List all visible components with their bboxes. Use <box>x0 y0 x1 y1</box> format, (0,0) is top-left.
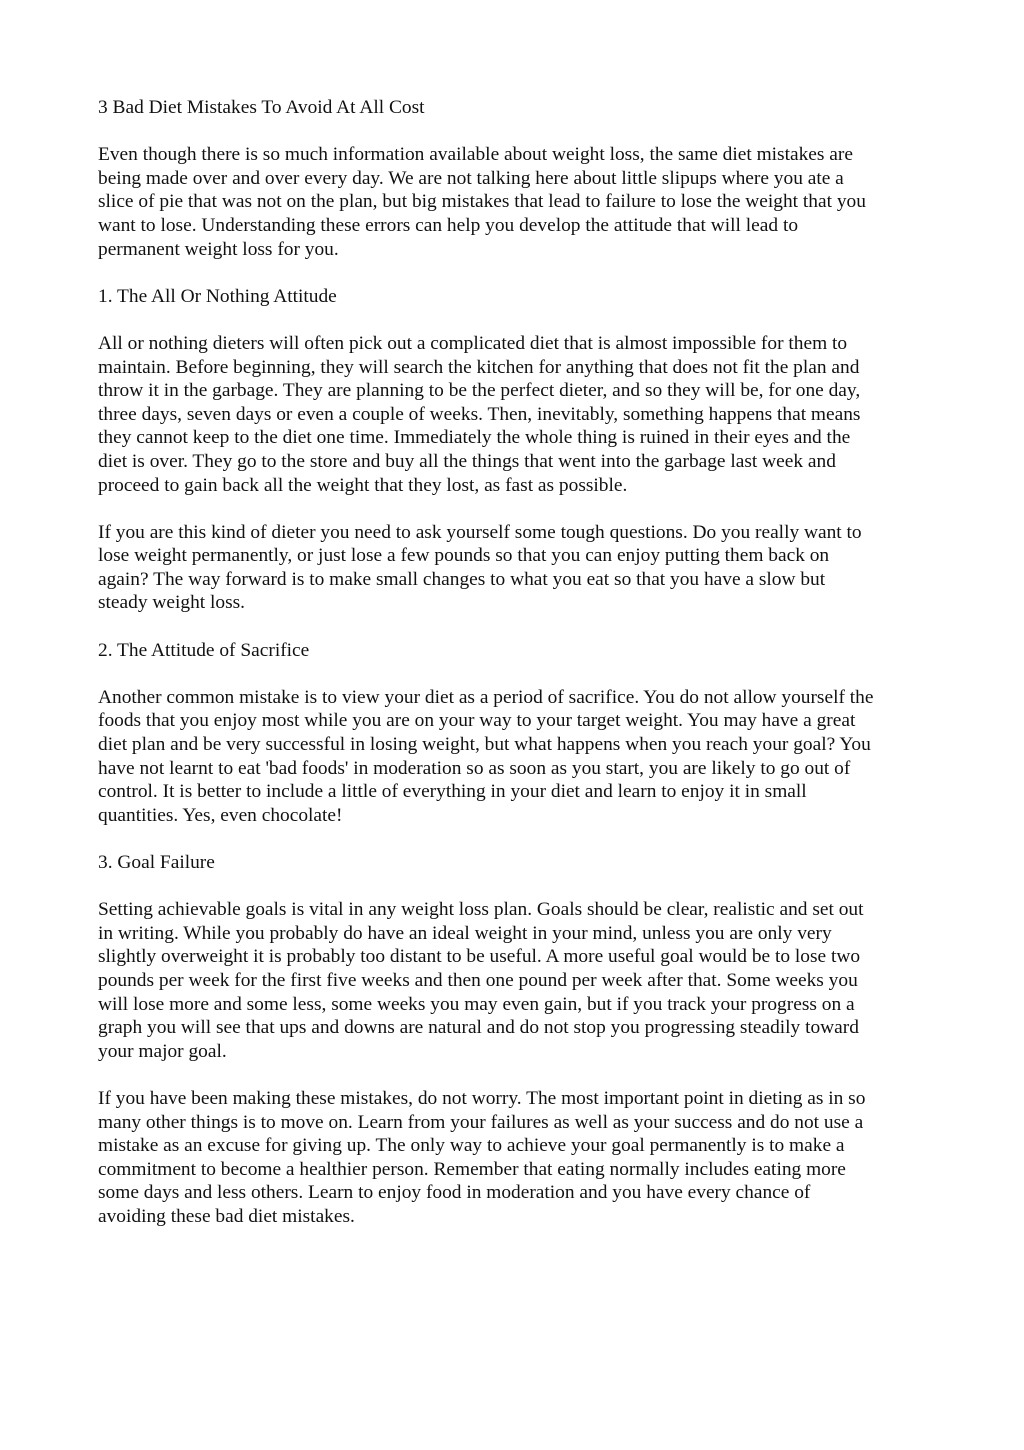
text-line: avoiding these bad diet mistakes. <box>98 1205 355 1227</box>
text-line: your major goal. <box>98 1040 227 1062</box>
text-line: they cannot keep to the diet one time. Immediately the whole thing is ruined in their eyes and the <box>98 427 851 449</box>
text-line: will lose more and some less, some weeks you may even gain, but if you track your progress on a <box>98 993 855 1015</box>
section1-paragraph-1 <box>98 332 926 497</box>
text-line: permanent weight loss for you. <box>98 238 339 260</box>
text-line: slice of pie that was not on the plan, but big mistakes that lead to failure to lose the weight that you <box>98 191 866 213</box>
text-line: Even though there is so much information available about weight loss, the same diet mistakes are <box>98 144 853 166</box>
text-line: maintain. Before beginning, they will search the kitchen for anything that does not fit the plan and <box>98 356 860 378</box>
text-line: some days and less others. Learn to enjoy food in moderation and you have every chance of <box>98 1182 811 1204</box>
section3-paragraph-1 <box>98 898 926 1063</box>
text-line: have not learnt to eat 'bad foods' in moderation so as soon as you start, you are likely to go out of <box>98 757 851 779</box>
text-line: mistake as an excuse for giving up. The only way to achieve your goal permanently is to make a <box>98 1135 845 1157</box>
section-heading-1: 1. The All Or Nothing Attitude <box>98 285 337 307</box>
document-title: 3 Bad Diet Mistakes To Avoid At All Cost <box>98 97 425 118</box>
text-line: graph you will see that ups and downs are natural and do not stop you progressing steadily toward <box>98 1017 859 1039</box>
text-line: pounds per week for the first five weeks and then one pound per week after that. Some weeks you <box>98 969 858 991</box>
text-line: want to lose. Understanding these errors can help you develop the attitude that will lead to <box>98 214 799 236</box>
document-page <box>98 96 926 1252</box>
section1-paragraph-2 <box>98 521 926 615</box>
text-line: All or nothing dieters will often pick out a complicated diet that is almost impossible for them to <box>98 332 848 354</box>
conclusion-paragraph <box>98 1087 926 1229</box>
text-line: lose weight permanently, or just lose a few pounds so that you can enjoy putting them back on <box>98 545 830 567</box>
text-line: Another common mistake is to view your diet as a period of sacrifice. You do not allow yourself the <box>98 686 874 708</box>
text-line: proceed to gain back all the weight that they lost, as fast as possible. <box>98 474 628 496</box>
text-line: many other things is to move on. Learn from your failures as well as your success and do not use a <box>98 1111 864 1133</box>
text-line: in writing. While you probably do have an ideal weight in your mind, unless you are only very <box>98 922 832 944</box>
text-line: steady weight loss. <box>98 592 246 614</box>
text-line: foods that you enjoy most while you are on your way to your target weight. You may have a great <box>98 710 856 732</box>
text-line: diet is over. They go to the store and buy all the things that went into the garbage last week and <box>98 450 836 472</box>
text-line: slightly overweight it is probably too distant to be useful. A more useful goal would be to lose two <box>98 946 861 968</box>
text-line: control. It is better to include a little of everything in your diet and learn to enjoy it in small <box>98 781 807 803</box>
intro-paragraph <box>98 143 926 261</box>
text-line: quantities. Yes, even chocolate! <box>98 804 343 826</box>
text-line: If you have been making these mistakes, do not worry. The most important point in dieting as in so <box>98 1087 866 1109</box>
text-line: If you are this kind of dieter you need to ask yourself some tough questions. Do you really want to <box>98 521 862 543</box>
section-heading-2: 2. The Attitude of Sacrifice <box>98 639 310 661</box>
text-line: diet plan and be very successful in losing weight, but what happens when you reach your goal? You <box>98 734 871 756</box>
text-line: again? The way forward is to make small changes to what you eat so that you have a slow but <box>98 568 826 590</box>
section-heading-3: 3. Goal Failure <box>98 852 215 873</box>
text-line: Setting achievable goals is vital in any weight loss plan. Goals should be clear, realistic and set out <box>98 899 864 921</box>
text-line: throw it in the garbage. They are planning to be the perfect dieter, and so they will be, for one day, <box>98 380 861 402</box>
section2-paragraph-1 <box>98 686 926 828</box>
text-line: commitment to become a healthier person. Remember that eating normally includes eating more <box>98 1158 846 1180</box>
text-line: being made over and over every day. We are not talking here about little slipups where you ate a <box>98 167 844 189</box>
text-line: three days, seven days or even a couple of weeks. Then, inevitably, something happens that means <box>98 403 861 425</box>
